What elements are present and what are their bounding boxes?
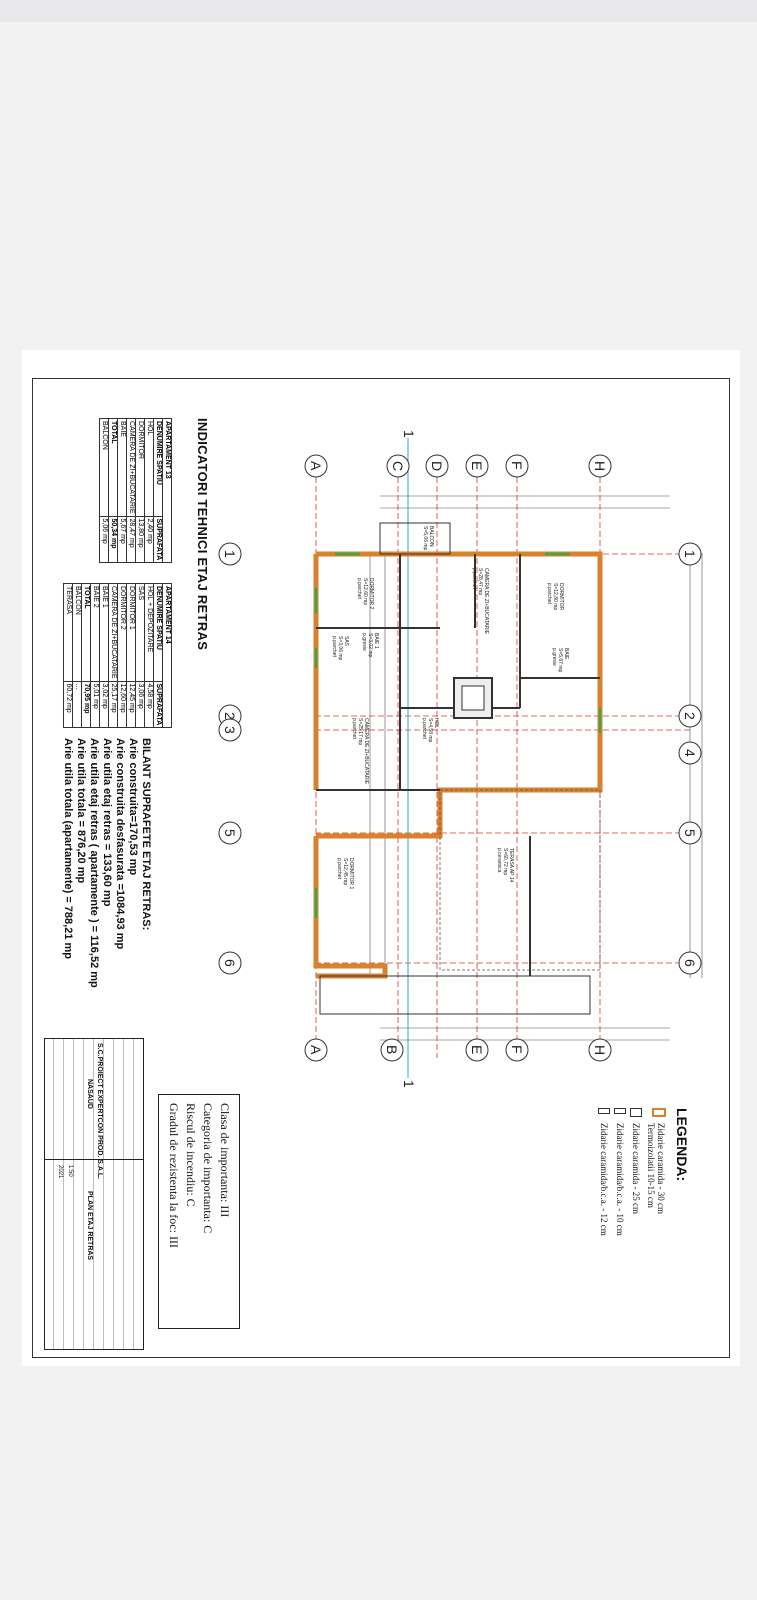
grid-letter-bottom: B	[384, 1045, 400, 1055]
indicators-title: INDICATORI TEHNICI ETAJ RETRAS	[195, 418, 210, 651]
grid-number-right: 6	[682, 959, 698, 967]
ap13-header-area: SUPRAFATA	[154, 516, 163, 563]
room-floor: p.parchet	[546, 583, 552, 604]
class-line: Gradul de rezistenta la foc: III	[167, 1103, 181, 1248]
room-name: HOL	[433, 718, 439, 729]
room-name: BAIE 1	[373, 633, 379, 649]
table-cell: HOL	[145, 419, 154, 517]
room-area: S=5,06 mp	[422, 526, 428, 551]
grid-number-left: 6	[222, 959, 238, 967]
drawing-scale: 1:50	[67, 1165, 73, 1177]
class-line: Categoria de importanta: C	[201, 1103, 215, 1234]
room-area: S=12,45 mp	[342, 858, 348, 886]
bilant-line: Arie utila totala (apartamente) = 788,21 mp	[62, 738, 74, 959]
room-area: S=5,67 mp	[557, 648, 563, 673]
ap14-header-area: SUPRAFATA	[154, 681, 163, 728]
grid-bubbles-top	[305, 455, 611, 477]
room-area: S=25,17 mp	[357, 718, 363, 746]
legend-label: Zidarie caramida - 30 cm	[656, 1123, 666, 1214]
bilant-line: Arie utila totala = 876,20 mp	[75, 738, 87, 884]
room-name: BAIE	[563, 648, 569, 660]
room-area: S=3,02 mp	[367, 633, 373, 658]
interior-walls	[316, 554, 600, 976]
room-floor: p.parchet	[471, 568, 477, 589]
room-area: S=12,80 mp	[552, 583, 558, 611]
grid-letter-top: D	[429, 461, 445, 472]
table-cell: 5,67 mp	[118, 516, 127, 563]
grid-letter-top: C	[390, 461, 406, 472]
room-name: SAS	[343, 636, 349, 647]
table-cell: 12,60 mp	[118, 681, 127, 728]
table-cell: SAS	[136, 584, 145, 682]
table-cell: DORMITOR	[136, 419, 145, 517]
table-cell: CAMERA DE ZI+BUCATARIE	[127, 419, 136, 517]
grid-number-right: 4	[682, 749, 698, 757]
grid-letter-top: F	[509, 461, 525, 470]
room-name: BALCON	[428, 526, 434, 547]
table-cell: 5,06 mp	[100, 516, 109, 563]
drawing-title: PLAN ETAJ RETRAS	[86, 1191, 93, 1261]
grid-number-left: 2	[222, 712, 238, 720]
table-cell: 3,02 mp	[100, 681, 109, 728]
table-cell: BALCON	[73, 584, 82, 682]
room-floor: p.parchet	[356, 578, 362, 599]
room-floor: p.parchet	[421, 718, 427, 739]
room-area: S=12,60 mp	[362, 578, 368, 606]
grid-number-right: 2	[682, 712, 698, 720]
table-cell: 13,80 mp	[136, 516, 145, 563]
grid-number-right: 1	[682, 550, 698, 558]
room-area: S=3,06 mp	[337, 636, 343, 661]
table-cell: BAIE	[118, 419, 127, 517]
grid-letter-top: E	[469, 461, 485, 471]
room-floor: p.parchet	[331, 636, 337, 657]
ap14-header-name: DENUMIRE SPATIU	[154, 584, 163, 682]
grid-bubbles-left	[219, 543, 241, 974]
table-cell: BALCON	[100, 419, 109, 517]
room-name: DORMITOR 1	[348, 858, 354, 890]
grid-number-right: 5	[682, 829, 698, 837]
bilant-line: Arie construita desfasurata =1084,93 mp	[114, 738, 126, 950]
bilant-line: Arie utila etaj retras = 133,60 mp	[101, 738, 113, 907]
table-cell: DORMITOR 2	[118, 584, 127, 682]
room-area: S=28,47 mp	[477, 568, 483, 596]
rotated-drawing	[32, 378, 730, 1358]
terrace-outline	[440, 790, 600, 970]
table-cell: 4,58 mp	[145, 681, 154, 728]
bilant-line: Arie construita=170,53 mp	[127, 738, 139, 876]
table-cell: 5,01 mp	[91, 681, 100, 728]
room-floor: p.ceramica	[496, 848, 502, 873]
table-cell: ...	[73, 681, 82, 728]
table-cell: BAIE 2	[91, 584, 100, 682]
table-cell: 2,40 mp	[145, 516, 154, 563]
stair-core-inner	[462, 686, 484, 710]
room-floor: p.gresie	[551, 648, 557, 666]
room-floor: p.parchet	[351, 718, 357, 739]
room-floor: p.parchet	[336, 858, 342, 879]
room-name: CAMERA DE ZI+BUCATARIE	[483, 568, 489, 635]
table-cell: 60,72 mp	[64, 681, 73, 728]
room-area: S=60,72 mp	[502, 848, 508, 876]
table-cell: 70,95 mp	[82, 681, 91, 728]
company-city: NASAUD	[86, 1079, 93, 1109]
grid-letter-bottom: H	[592, 1045, 608, 1056]
table-cell: DORMITOR 1	[127, 584, 136, 682]
grid-letter-bottom: E	[469, 1045, 485, 1055]
table-cell: 12,45 mp	[127, 681, 136, 728]
legend-label: Zidarie caramida - 25 cm	[631, 1123, 641, 1214]
bilant-line: Arie utila etaj retras ( apartamente ) = 116,52 mp	[88, 738, 100, 988]
bilant-title: BILANT SUPRAFETE ETAJ RETRAS:	[140, 738, 152, 931]
table-cell: 3,06 mp	[136, 681, 145, 728]
legend-sub: Termoizolatii 10-15 cm	[646, 1123, 656, 1208]
legend-label: Zidarie caramida/b.c.a. - 12 cm	[599, 1123, 609, 1236]
room-name: DORMITOR 2	[368, 578, 374, 610]
grid-number-left: 3	[222, 726, 238, 734]
drawing-year: 2021	[57, 1165, 63, 1179]
company-name: S.C.PROIECT EXPERTCON PROD. S.A.L.	[96, 1043, 103, 1180]
section-mark-top: 1	[401, 430, 417, 438]
table-cell: 28,47 mp	[127, 516, 136, 563]
room-name: DORMITOR	[558, 583, 564, 611]
class-line: Clasa de importanta: III	[218, 1103, 232, 1218]
table-cell: TOTAL	[82, 584, 91, 682]
grid-letter-top: H	[592, 461, 608, 472]
table-cell: HOL + DEPOZITARE	[145, 584, 154, 682]
grid-number-left: 5	[222, 829, 238, 837]
grid-letter-bottom: A	[308, 1045, 324, 1055]
exterior-walls	[316, 554, 600, 976]
table-cell: 25,17 mp	[109, 681, 118, 728]
class-line: Riscul de incendiu: C	[184, 1103, 198, 1207]
room-area: S=4,58 mp	[427, 718, 433, 743]
ap14-title: APARTAMENT 14	[163, 584, 172, 728]
ap13-header-name: DENUMIRE SPATIU	[154, 419, 163, 517]
legend-label: Zidarie caramida/b.c.a. - 10 cm	[615, 1123, 625, 1236]
legend-title: LEGENDA:	[674, 1108, 690, 1182]
room-floor: p.gresie	[361, 633, 367, 651]
table-cell: TOTAL	[109, 419, 118, 517]
room-name: CAMERA DE ZI+BUCATARIE	[363, 718, 369, 785]
ap13-title: APARTAMENT 13	[163, 419, 172, 563]
floor-plan	[32, 378, 730, 1358]
top-status-bar	[0, 0, 757, 22]
grid-letter-bottom: F	[509, 1045, 525, 1054]
table-cell: CAMERA DE ZI+BUCATARIE	[109, 584, 118, 682]
table-cell: BAIE 1	[100, 584, 109, 682]
grid-bubbles-bottom	[305, 1039, 611, 1061]
grid-letter-top: A	[308, 461, 324, 471]
table-cell: TERASA	[64, 584, 73, 682]
dimension-lines	[370, 496, 702, 1040]
section-mark-bottom: 1	[401, 1080, 417, 1088]
table-cell: 50,34 mp	[109, 516, 118, 563]
grid-number-left: 1	[222, 550, 238, 558]
room-name: TERASA AP 14	[508, 848, 514, 883]
